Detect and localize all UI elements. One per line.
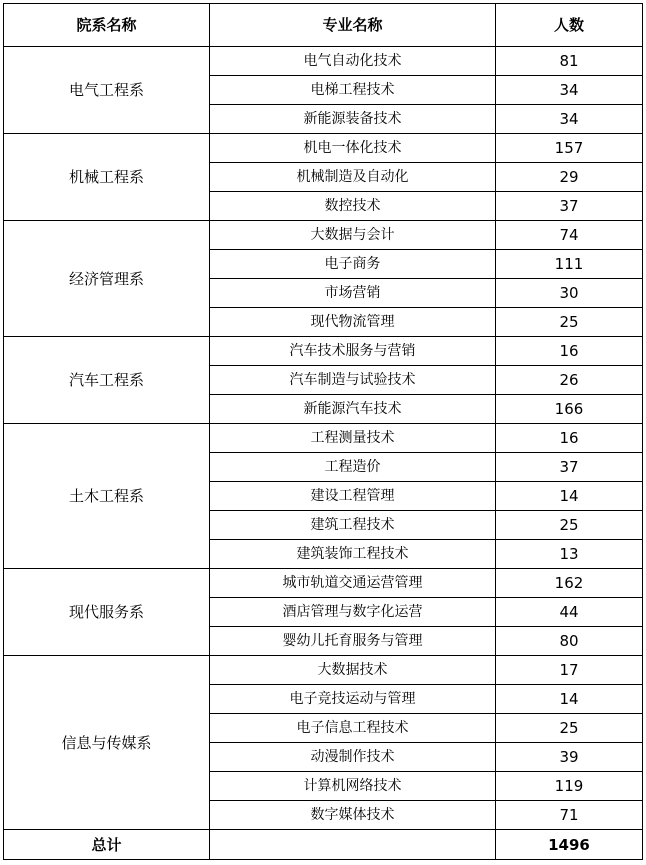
major-cell: 建筑装饰工程技术 — [210, 540, 496, 569]
department-header: 院系名称 — [4, 4, 210, 47]
major-cell: 婴幼儿托育服务与管理 — [210, 627, 496, 656]
count-cell: 37 — [496, 192, 643, 221]
count-cell: 25 — [496, 308, 643, 337]
major-cell: 电子竞技运动与管理 — [210, 685, 496, 714]
major-cell: 计算机网络技术 — [210, 772, 496, 801]
department-cell: 经济管理系 — [4, 221, 210, 337]
major-cell: 大数据与会计 — [210, 221, 496, 250]
count-cell: 14 — [496, 685, 643, 714]
department-cell: 汽车工程系 — [4, 337, 210, 424]
count-cell: 17 — [496, 656, 643, 685]
count-cell: 37 — [496, 453, 643, 482]
department-cell: 现代服务系 — [4, 569, 210, 656]
table-row — [4, 221, 643, 250]
major-cell: 数控技术 — [210, 192, 496, 221]
major-cell: 电子商务 — [210, 250, 496, 279]
count-cell: 34 — [496, 76, 643, 105]
major-cell: 酒店管理与数字化运营 — [210, 598, 496, 627]
table-header — [4, 4, 643, 47]
major-header: 专业名称 — [210, 4, 496, 47]
department-cell: 电气工程系 — [4, 47, 210, 134]
major-cell: 汽车制造与试验技术 — [210, 366, 496, 395]
count-cell: 39 — [496, 743, 643, 772]
count-header: 人数 — [496, 4, 643, 47]
department-cell: 土木工程系 — [4, 424, 210, 569]
major-cell: 工程测量技术 — [210, 424, 496, 453]
header-row — [4, 4, 643, 47]
major-cell: 市场营销 — [210, 279, 496, 308]
enrollment-table — [3, 3, 643, 860]
count-cell: 14 — [496, 482, 643, 511]
major-cell: 建设工程管理 — [210, 482, 496, 511]
count-cell: 25 — [496, 714, 643, 743]
count-cell: 74 — [496, 221, 643, 250]
table-row — [4, 569, 643, 598]
major-cell: 建筑工程技术 — [210, 511, 496, 540]
count-cell: 30 — [496, 279, 643, 308]
count-cell: 44 — [496, 598, 643, 627]
count-cell: 13 — [496, 540, 643, 569]
major-cell: 大数据技术 — [210, 656, 496, 685]
count-cell: 162 — [496, 569, 643, 598]
count-cell: 25 — [496, 511, 643, 540]
major-cell: 动漫制作技术 — [210, 743, 496, 772]
count-cell: 166 — [496, 395, 643, 424]
department-cell: 机械工程系 — [4, 134, 210, 221]
count-cell: 29 — [496, 163, 643, 192]
count-cell: 26 — [496, 366, 643, 395]
major-cell: 新能源汽车技术 — [210, 395, 496, 424]
table-row — [4, 47, 643, 76]
major-cell: 电子信息工程技术 — [210, 714, 496, 743]
count-cell: 16 — [496, 424, 643, 453]
department-cell: 信息与传媒系 — [4, 656, 210, 830]
total-value: 1496 — [496, 830, 643, 860]
major-cell: 工程造价 — [210, 453, 496, 482]
major-cell: 汽车技术服务与营销 — [210, 337, 496, 366]
total-row — [4, 830, 643, 860]
count-cell: 80 — [496, 627, 643, 656]
count-cell: 16 — [496, 337, 643, 366]
major-cell: 新能源装备技术 — [210, 105, 496, 134]
count-cell: 71 — [496, 801, 643, 830]
table-footer — [4, 830, 643, 860]
table-body — [4, 47, 643, 830]
major-cell: 机电一体化技术 — [210, 134, 496, 163]
major-cell: 电气自动化技术 — [210, 47, 496, 76]
table-row — [4, 656, 643, 685]
count-cell: 157 — [496, 134, 643, 163]
major-cell: 机械制造及自动化 — [210, 163, 496, 192]
major-cell: 城市轨道交通运营管理 — [210, 569, 496, 598]
total-empty-cell — [210, 830, 496, 860]
count-cell: 111 — [496, 250, 643, 279]
major-cell: 现代物流管理 — [210, 308, 496, 337]
major-cell: 电梯工程技术 — [210, 76, 496, 105]
count-cell: 81 — [496, 47, 643, 76]
total-label: 总计 — [4, 830, 210, 860]
count-cell: 119 — [496, 772, 643, 801]
table-row — [4, 337, 643, 366]
table-row — [4, 424, 643, 453]
major-cell: 数字媒体技术 — [210, 801, 496, 830]
count-cell: 34 — [496, 105, 643, 134]
table-row — [4, 134, 643, 163]
